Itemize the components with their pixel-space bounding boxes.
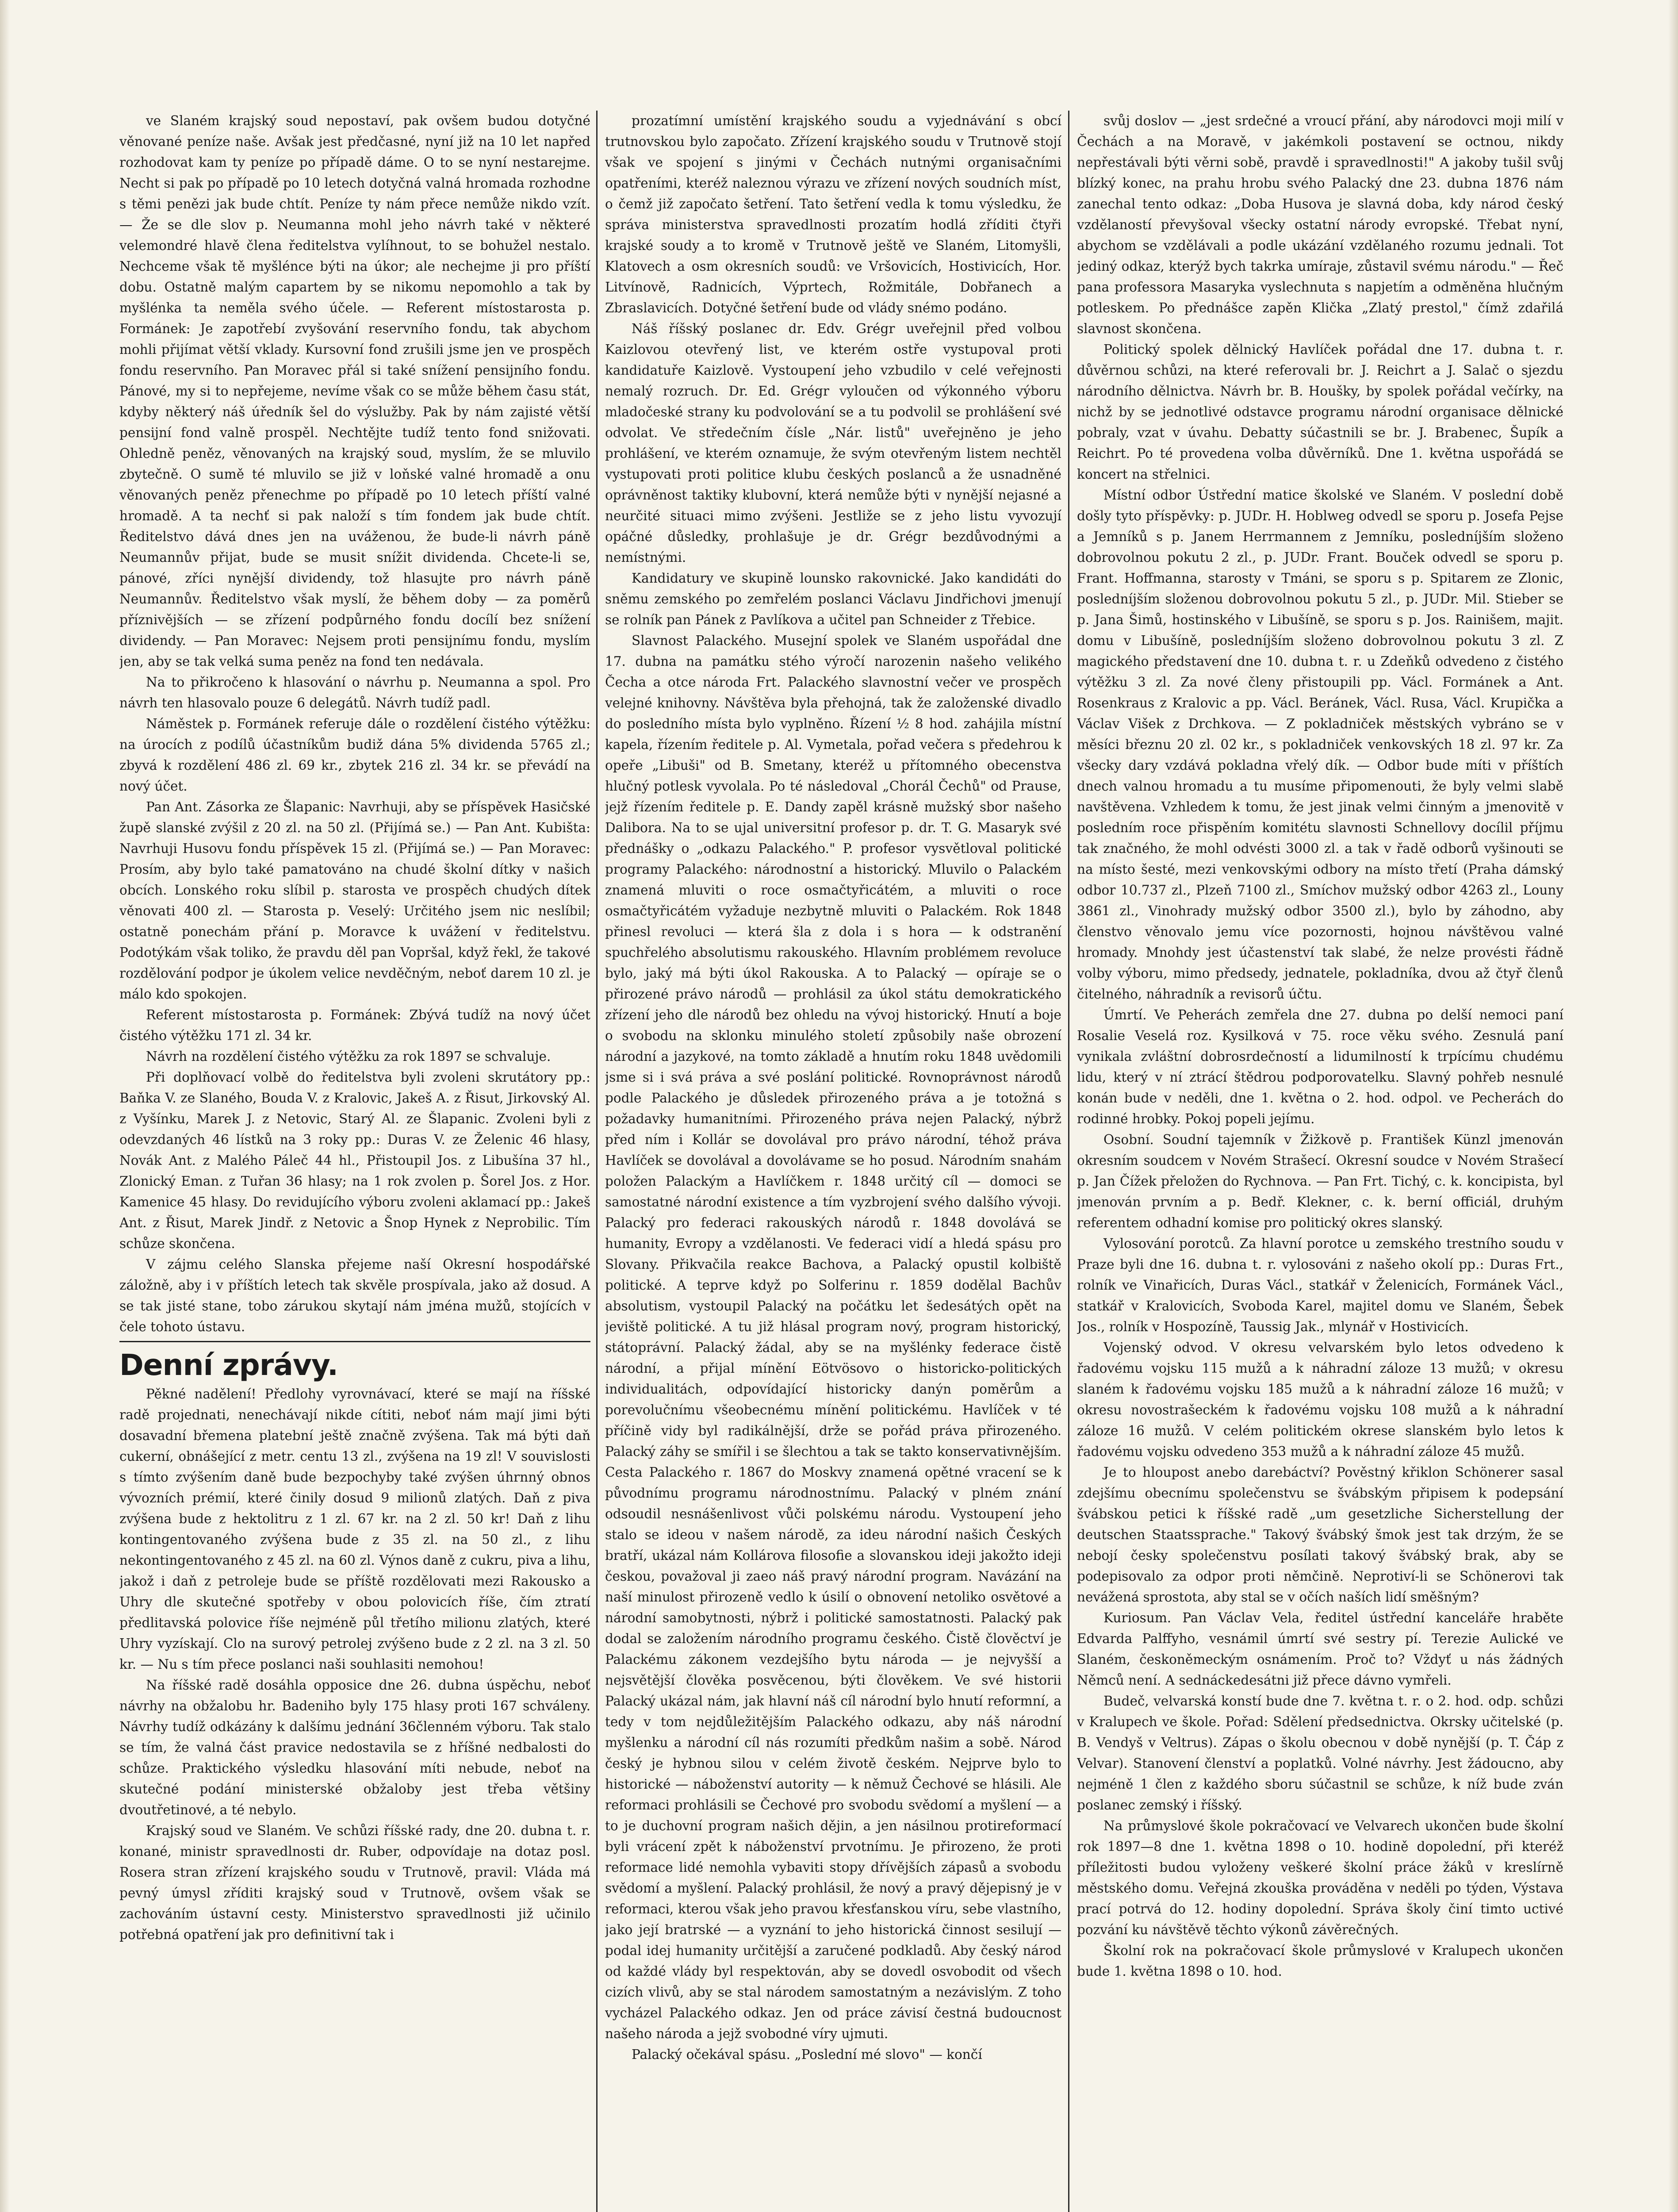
news-item: Pěkné nadělení! Předlohy vyrovnávací, které se mají na říšské radě projednati, nenechávají nikde cítiti, neboť nám mají jimi býti dosavadní břemena platební ještě značně zvýšena. Tak má býti daň cukerní, obnášející z metr. centu 13 zl., zvýšena na 19 zl! V souvislosti s tímto zvýšením daně bude bezpochyby také zvýšen úhrnný obnos vývozních prémií, které činily dosud 9 milionů zlatých. Daň z piva zvýšena bude z hektolitru z 1 zl. 67 kr. na 2 zl. 50 kr! Daň z lihu kontingentovaného zvýšena bude z 35 zl. na 50 zl., z lihu nekontingentovaného z 45 zl. na 60 zl. Výnos daně z cukru, piva a lihu, jakož i daň z petroleje bude se příště rozdělovati mezi Rakousko a Uhry dle skutečné spotřeby v obou polovicích říše, čím ztratí předlitavská polovice říše nejméně půl třetího milionu zlatých, které Uhry vyzískají. Clo na surový petrolej zvýšeno bude z 2 zl. na 3 zl. 50 kr. — Nu s tím přece poslanci naši souhlasiti nemohou! — [119, 1386, 590, 1672]
news-item: Na říšské radě dosáhla opposice dne 26. dubna úspěchu, neboť návrhy na obžalobu hr. Badeniho byly 175 hlasy proti 167 schváleny. Návrhy tudíž odkázány k dalšímu jednání 36členném výboru. Tak stalo se tím, že valná část pravice nedostavila se z hříšné nedbalosti do schůze. Praktického výsledku hlasování míti nebude, neboť na skutečné podání ministerské obžaloby jest třeba většiny dvoutřetinové, a té nebylo. — [119, 1678, 590, 1817]
news-item: Osobní. Soudní tajemník v Žižkově p. František Künzl jmenován okresním soudcem v Novém Strašecí. Okresní soudce v Novém Strašecí p. Jan Čížek přeložen do Rychnova. — Pan Frt. Tichý, c. k. koncipista, byl jmenován prvním a p. Bedř. Klekner, c. k. berní officiál, druhým referentem odhadní komise pro politický okres slanský. — [1077, 1132, 1563, 1230]
news-item: Na průmyslové škole pokračovací ve Velvarech ukončen bude školní rok 1897—8 dne 1. května 1898 o 10. hodině dopolední, při kteréž příležitosti budou vyloženy veškeré školní práce žáků v kreslírně městského domu. Veřejná zkouška prováděna v neděli po týden, Výstava prací potrvá do 12. hodiny dopolední. Správa školy činí timto uctivé pozvání ku návštěvě těchto výkonů závěrečných. — [1077, 1818, 1563, 1937]
news-item: Palacký očekával spásu. „Poslední mé slovo" — končí — [632, 2047, 982, 2062]
news-item: Školní rok na pokračovací škole průmyslové v Kralupech ukončen bude 1. května 1898 o 10. hod. — [1077, 1943, 1563, 1979]
column-2 — [605, 111, 1061, 2212]
column-1 — [119, 111, 590, 2212]
scan-edge-right — [1668, 0, 1678, 2212]
article-paragraph: ve Slaném krajský soud nepostaví, pak ovšem budou dotyčné věnované peníze naše. Avšak jest předčasné, nyní již na 10 let napřed rozhodovat kam ty peníze po případě dáme. O to se nyní nestarejme. Necht si pak po případě po 10 letech dotyčná valná hromada rozhodne s těmi penězi jak bude chtít. Peníze ty nám přece nemůže nikdo vzít. — Že se dle slov p. Neumanna mohl jeho návrh také v některé velemondré hlavě člena ředitelstva vylíhnout, to se bohužel nestalo. Nechceme však tě myšlénce býti na úkor; ale nechejme ji pro příští dobu. Ostatně malým capartem by se nikomu nepomohlo a tak by myšlénka ta neměla svého účele. — Referent místostarosta p. Formánek: Je zapotřebí zvyšování reservního fondu, tak abychom mohli přijímat větší vklady. Kursovní fond zrušili jsme jen ve prospěch fondu reservního. Pan Moravec přál si také snížení pensijního fondu. Pánové, my si to nepřejeme, nevíme však co se může během času stát, kdyby některý náš úředník šel do výslužby. Pak by nám zajisté větší pensijní fond valně prospěl. Nechtějte tudíž tento fond snižovati. Ohledně peněz, věnovaných na krajský soud, myslím, že se mluvilo zbytečně. O sumě té mluvilo se již v loňské valné hromadě a onu věnovaných peněz přenechme po případě po 10 letech příští valné hromadě. A ta nechť si pak naloží s tím fondem jak bude chtít. Ředitelstvo dává dnes jen na uváženou, že bude-li návrh páně Neumannův přijat, bude se musit snížit dividenda. Chcete-li se, pánové, zříci nynější dividendy, tož hlasujte pro návrh páně Neumannův. Ředitelstvo však myslí, že během doby — za poměrů příznivějších — se zřízení podpůrného fondu docílí bez snížení dividendy. — Pan Moravec: Nejsem proti pensijnímu fondu, myslím jen, aby se tak velká suma peněz na fond ten nedávala. — [119, 113, 590, 669]
news-item: Je to hloupost anebo darebáctví? Pověstný křiklon Schönerer sasal zdejšímu obecnímu společenstvu se švábským připisem k podepsání švábskou petici k říšské radě „um gesetzliche Sicherstellung der deutschen Staatssprache." Takový švábský šmok jest tak drzým, že se nebojí česky společenstvu posílati takový švábský brak, aby se podepisovalo za odpor proti němčině. Neprotiví-li se Schönerovi tak nevážená sprostota, aby stal se v očích naších lidí směšným? — [1077, 1465, 1563, 1605]
article-paragraph: Pan Ant. Zásorka ze Šlapanic: Navrhuji, aby se příspěvek Hasičské župě slanské zvýšil z 20 zl. na 50 zl. (Přijímá se.) — Pan Ant. Kubišta: Navrhuji Husovu fondu příspěvek 15 zl. (Přijímá se.) — Pan Moravec: Prosím, aby bylo také pamatováno na chudé školní dítky v našich obcích. Lonského roku slíbil p. starosta ve prospěch chudých dítek věnovati 400 zl. — Starosta p. Veselý: Určitého jsem nic neslíbil; ostatně ponechám přání p. Moravce k uvážení v ředitelstvu. Podotýkám však toliko, že pravdu děl pan Vopršal, když řekl, že takové rozdělování podpor je úkolem velice nevděčným, neboť darem 10 zl. je málo kdo spokojen. — [119, 799, 590, 1002]
news-item: svůj doslov — „jest srdečné a vroucí přání, aby národovci moji milí v Čechách a na Moravě, v jakémkoli postavení se octnou, nikdy nepřestávali býti věrni sobě, pravdě i spravedlnosti!" A jakoby tušil svůj blízký konec, na prahu hrobu svého Palacký dne 23. dubna 1876 nám zanechal tento odkaz: „Doba Husova je slavná doba, kdy národ český vzdělaností převyšoval všecky ostatní národy evropské. Třebat nyní, abychom se vzdělávali a podle ukázání vzdělaného rozumu jednali. Tot jediný odkaz, kterýž bych takrka umíraje, zůstavil svému národu." — Řeč pana professora Masaryka vyslechnuta s napjetím a odměněna hlučným potleskem. Po přednášce zapěn Klička „Zlatý prestol," čímž zdařilá slavnost skončena. — [1077, 113, 1563, 336]
column-3 — [1077, 111, 1563, 2212]
news-item: Vylosování porotců. Za hlavní porotce u zemského trestního soudu v Praze byli dne 16. dubna t. r. vylosováni z našeho okolí pp.: Duras Frt., rolník ve Vinařicích, Duras Václ., statkář v Želenicích, Formánek Václ., statkář v Kralovicích, Svoboda Karel, majitel domu ve Slaném, Šebek Jos., rolník v Hospozíně, Taussig Jak., mlynář v Hostivicích. — [1077, 1236, 1563, 1334]
section-rule — [119, 1341, 590, 1342]
column-divider — [1068, 111, 1069, 2212]
news-item: Kandidatury ve skupině lounsko rakovnické. Jako kandidáti do sněmu zemského po zemřelém poslanci Václavu Jindřichovi jmenují se rolník pan Pánek z Pavlíkova a učitel pan Schneider z Třebice. — [605, 571, 1061, 627]
news-item: Krajský soud ve Slaném. Ve schůzi říšské rady, dne 20. dubna t. r. konané, ministr spravedlnosti dr. Ruber, odpovídaje na dotaz posl. Rosera stran zřízení krajského soudu v Trutnově, pravil: Vláda má pevný úmysl zříditi krajský soud v Trutnově, ovšem však se zachováním ústavní cesty. Ministerstvo spravedlnosti již učinilo potřebná opatření jak pro definitivní tak i — [119, 1823, 590, 1942]
news-item: Úmrtí. Ve Peherách zemřela dne 27. dubna po delší nemoci paní Rosalie Veselá roz. Kysilková v 75. roce věku svého. Zesnulá paní vynikala zvláštní dobrosrdečností a lidumilností k trpícímu chudému lidu, který v ní ztrácí štědrou podporovatelku. Slavný pohřeb nesnulé konán bude v neděli, dne 1. května o 2. hod. odpol. ve Pecherách do rodinné hrobky. Pokoj popeli jejímu. — [1077, 1007, 1563, 1126]
news-item: Slavnost Palackého. Musejní spolek ve Slaném uspořádal dne 17. dubna na památku stého výročí narozenin našeho velikého Čecha a otce národa Frt. Palackého slavnostní večer ve prospěch velejné knihovny. Návštěva byla přehojná, tak že založenské divadlo do posledního místa bylo vyplněno. Řízení ½ 8 hod. zahájila místní kapela, řízením ředitele p. Al. Vymetala, pořad večera s předehrou k opeře „Libuši" od B. Smetany, kteréž u přítomného obecenstva hlučný potlesk vyvolala. Po té následoval „Chorál Čechů" od Prause, jejž řízením ředitele p. E. Dandy zapěl krásně mužský sbor našeho Dalibora. Na to se ujal universitní profesor p. dr. T. G. Masaryk své přednášky o „odkazu Palackého." P. profesor vysvětloval politické programy Palackého: národnostní a historický. Mluvilo o Palackém znamená mluviti o roce osmačtyřicátém, a mluviti o roce osmačtyřicátém vyžaduje nezbytně mluviti o Palackém. Rok 1848 přinesl revoluci — která šla z dola i s hora — k odstranění spuchřelého absolutismu rakouského. Hlavním problémem revoluce bylo, jaký má býti úkol Rakouska. A to Palacký — opíraje se o přirozené právo národů — prohlásil za úkol státu demokratického zřízení jeho dle národů bez ohledu na vývoj historický. Hnutí a boje o svobodu na sklonku minulého století způsobily naše obrození národní a jazykové, na tomto základě a hnutím roku 1848 uvědomili jsme si i svá práva a své poslání politické. Rovnoprávnost národů podle Palackého je důsledek přirozeného práva a je totožná s požadavky humanitními. Přirozeného práva nejen Palacký, nýbrž před ním i Kollár se dovolával pro právo národní, téhož práva Havlíček se dovolával a dovolávame se ho posud. Národním snahám položen Palackým a Havlíčkem r. 1848 určitý cíl — domoci se samostatné národní existence a tím vyzbrojení svého dalšího vývoji. Palacký pro federaci rakouských národů r. 1848 dovolává se humanity, Evropy a vzdělanosti. Ve federaci vidí a hledá spásu pro Slovany. Přikvačila reakce Bachova, a Palacký opustil kolbiště politické. A teprve když po Solferinu r. 1859 dodělal Bachův absolutism, vystoupil Palacký na počátku let šedesátých opět na jeviště politické. A tu již hlásal program nový, program historický, státoprávní. Palacký žádal, aby se na myšlénky federace čistě národní, a přijal mínění Eötvösovo o historicko-politických individualitách, odpovídající historicky danýn poměrům a porevolučnímu všeobecnému mínění politickému. Havlíček v té příčině vidy byl radikálnější, drže se pořád práva přirozeného. Palacký záhy se smířil i se šlechtou a tak se takto konservativnějším. Cesta Palackého r. 1867 do Moskvy znamená opětné vracení se k původnímu programu národnostnímu. Palacký v plném znání odsoudil nesnášenlivost vůči polskému národu. Vystoupení jeho stalo se ideou v našem národě, za ideu národní našich Českých bratří, ukázal nám Kollárova filosofie a slovanskou ideji jakožto ideji českou, považoval ji zaeo náš pravý národní program. Navázání na naší minulost přirozeně vedlo k úsilí o obnovení netoliko osvětové a národní samobytnosti, nýbrž i politické samostatnosti. Palacký pak dodal se založením národního programu českého. Čistě člověctví je Palackému zákonem vezdejšího bytu národa — je nejvyšší a nejsvětější člověka posvěcenou, býti člověkem. Ve své historii Palacký ukázal nám, jak hlavní náš cíl národní bylo hnutí reformní, a tedy v tom nejdůležitějším Palackého odkazu, aby náš národní myšlenku a národní cíl nás rozumíti předkům našim a sobě. Národ český je hybnou silou v celém životě českém. Nejprve bylo to historické — náboženství autority — k němuž Čechové se hlásili. Ale reformaci prohlásili se Čechové pro svobodu svědomí a myšlení — a to je duchovní program našich dějin, a jen násilnou protireformací byli vrácení zpět k náboženství prvotnímu. Je přirozeno, že proti reformace lidé nemohla vybaviti stopy dřívějších zápasů a svobodu svědomí a myšlení. Palacký prohlásil, že nový a pravý dějepisný je v reformaci, kterou však jeho pravou křesťanskou víru, sebe vlastního, jako její bratrské — a vyznání to jeho historická činnost sesilují — podal idej humanity určitější a zaručené podkladů. Aby český národ od každé vlády byl respektován, aby se dovedl osvobodit od všech cizích vlivů, aby se stal národem samostatným a nezávislým. Z toho vycházel Palackého odkaz. Jen od práce závisí čestná budoucnost našeho národa a jejž svobodné víry ujmuti. — [605, 633, 1061, 2041]
column-divider — [596, 111, 598, 2212]
news-item: Vojenský odvod. V okresu velvarském bylo letos odvedeno k řadovému vojsku 115 mužů a k náhradní záloze 13 mužů; v okresu slaném k řadovému vojsku 185 mužů a k náhradní záloze 16 mužů; v okresu novostrašeckém k řadovému vojsku 108 mužů a k náhradní záloze 16 mužů. V celém politickém okrese slanském bylo letos k řadovému vojsku odvedeno 353 mužů a k náhradní záloze 45 mužů. — [1077, 1340, 1563, 1459]
news-item: Kuriosum. Pan Václav Vela, ředitel ústřední kanceláře hraběte Edvarda Palffyho, vesnámil úmrtí své sestry pí. Terezie Aulické ve Slaném, českoněmeckým osnámením. Proč to? Vždyť u nás žádných Němců není. A sednáckedesátni již přece dávno vymřeli. — [1077, 1610, 1563, 1688]
article-paragraph: Referent místostarosta p. Formánek: Zbývá tudíž na nový účet čistého výtěžku 171 zl. 34 kr. — [119, 1007, 590, 1043]
section-title: Denní zprávy. — [119, 1348, 338, 1382]
news-item: prozatímní umístění krajského soudu a vyjednávání s obcí trutnovskou bylo započato. Zřízení krajského soudu v Trutnově stojí však ve spojení s jinými v Čechách nutnými organisačními opatřeními, kteréž naleznou výrazu ve zřízení nových soudních míst, o čemž již započato šetření. Tato šetření vedla k tomu výsledku, že správa ministerstva spravedlnosti prozatím hodlá zříditi čtyři krajské soudy a to kromě v Trutnově ještě ve Slaném, Litomyšli, Klatovech a osm okresních soudů: ve Vršovicích, Hostivicích, Hor. Litvínově, Radnicích, Výprtech, Rožmitále, Dobřanech a Zbraslavicích. Dotyčné šetření bude od vlády snémo podáno. — [605, 113, 1061, 315]
news-item: Budeč, velvarská konstí bude dne 7. května t. r. o 2. hod. odp. schůzi v Kralupech ve škole. Pořad: Sdělení předsednictva. Okrsky učitelské (p. B. Vendyš v Veltrus). Zápas o školu obecnou v době nynější (p. T. Čáp z Velvar). Stanovení členství a poplatků. Volné návrhy. Jest žádoucno, aby nejméně 1 člen z každého sboru súčastnil se schůze, k níž bude zván poslanec zemský i říšský. — [1077, 1694, 1563, 1813]
article-paragraph: V zájmu celého Slanska přejeme naší Okresní hospodářské záložně, aby i v příštích letech tak skvěle prospívala, jako až dosud. A se tak jisté stane, tobo zárukou skytají nám jména mužů, stojících v čele tohoto ústavu. — [119, 1257, 590, 1334]
article-paragraph: Na to přikročeno k hlasování o návrhu p. Neumanna a spol. Pro návrh ten hlasovalo pouze 6 delegátů. Návrh tudíž padl. — [119, 675, 590, 710]
scan-edge-left — [0, 0, 10, 2212]
news-item: Politický spolek dělnický Havlíček pořádal dne 17. dubna t. r. důvěrnou schůzi, na které referovali br. J. Reichrt a J. Salač o sjezdu národního dělnictva. Návrh br. B. Houšky, by spolek pořádal večírky, na nichž by se jednotlivé odstavce programu národní organisace dělnické pobraly, vzat v úvahu. Debatty súčastnili se br. J. Brabenec, Šupík a Reichrt. Po té provedena volba důvěrníků. Dne 1. května uspořádá se koncert na střelnici. — [1077, 342, 1563, 482]
news-item: Místní odbor Ústřední matice školské ve Slaném. V poslední době došly tyto příspěvky: p. JUDr. H. Hoblweg odvedl se sporu p. Josefa Pejse a Jemníků s p. Janem Herrmannem z Jemníku, posledníjším složeno dobrovolnou pokutu 2 zl., p. JUDr. Frant. Bouček odvedl se sporu p. Frant. Hoffmanna, starosty v Tmáni, se sporu s p. Spitarem ze Zlonic, posledníjším složenou dobrovolnou pokutu 5 zl., p. JUDr. Mil. Stieber se p. Jana Šimů, hostinského v Libušíně, se sporu s p. Jos. Rainišem, majit. domu v Libušíně, posledníjším složeno dobrovolnou pokutu 3 zl. Z magického představení dne 10. dubna t. r. u Zdeňků odvedeno z čistého výtěžku 3 zl. Za nové členy přistoupili pp. Václ. Formánek a Ant. Rosenkraus z Kralovic a pp. Václ. Beránek, Václ. Rusa, Václ. Krupička a Václav Višek z Drchkova. — Z pokladniček městských vybráno se v měsíci březnu 20 zl. 02 kr., s pokladniček venkovských 18 zl. 97 kr. Za všecky dary vzdává pokladna vřelý dík. — Odbor bude míti v příštích dnech valnou hromadu a tu musíme připomenouti, že byly velmi slabě navštěvena. Vzhledem k tomu, že jest jinak velmi činným a jmenovitě v posledním roce přispěním komitétu slavnosti Schnellovy docílil příjmu tak značného, že mohl odvésti 3000 zl. a tak v řadě odborů vyšinouti se na místo šesté, mezi venkovskými odbory na místo třetí (Praha dámský odbor 10.737 zl., Plzeň 7100 zl., Smíchov mužský odbor 4263 zl., Louny 3861 zl., Vinohrady mužský odbor 3500 zl.), bylo by záhodno, aby členstvo věnovalo jemu více pozornosti, hojnou návštěvou valné hromady. Mnohdy jest účastenství tak slabé, že nelze provésti řádně volby výboru, mimo předsedy, jednatele, pokladníka, dvou až čtyř členů čitelného, náhradník a revisorů účtu. — [1077, 488, 1563, 1002]
article-paragraph: Návrh na rozdělení čistého výtěžku za rok 1897 se schvaluje. — [146, 1049, 551, 1064]
article-paragraph: Náměstek p. Formánek referuje dále o rozdělení čistého výtěžku: na úrocích z podílů účastníkům budiž dána 5% dividenda 5765 zl.; zbyvá k rozdělení 486 zl. 69 kr., zbytek 216 zl. 34 kr. se převádí na nový účet. — [119, 716, 590, 794]
article-paragraph: Při doplňovací volbě do ředitelstva byli zvoleni skrutátory pp.: Baňka V. ze Slaného, Bouda V. z Kralovic, Jakeš A. z Řisut, Jirkovský Al. z Vyšínku, Marek J. z Netovic, Starý Al. ze Šlapanic. Zvoleni byli z odevzdaných 46 lístků na 3 roky pp.: Duras V. ze Želenic 46 hlasy, Novák Ant. z Malého Páleč 44 hl., Přistoupil Jos. z Libušína 37 hl., Zlonický Eman. z Tuřan 36 hlasy; na 1 rok zvolen p. Šorel Jos. z Hor. Kamenice 45 hlasy. Do revidujícího výboru zvoleni aklamací pp.: Jakeš Ant. z Řisut, Marek Jindř. z Netovic a Šnop Hynek z Neprobilic. Tím schůze skončena. — [119, 1070, 590, 1251]
news-item: Náš říšský poslanec dr. Edv. Grégr uveřejnil před volbou Kaizlovou otevřený list, ve kterém ostře vystupoval proti kandidatuře Kaizlově. Vystoupení jeho vzbudilo v celé veřejnosti nemalý rozruch. Dr. Ed. Grégr vyloučen od výkonného výboru mladočeské strany ku podvolování se a tu podvolil se prohlášení své odvolat. Ve středečním čísle „Nár. listů" uveřejněno je jeho prohlášení, ve kterém oznamuje, že svým otevřeným listem nechtěl vystupovati proti politice klubu českých poslanců a že usnadněné oprávněnost taktiky klubovní, která nemůže býti v nynější nejasné a neurčité situaci mimo zvýšeni. Jestliže se z jeho listu vyvozují opáčné důsledky, prohlašuje je dr. Grégr bezdůvodnými a nemístnými. — [605, 321, 1061, 565]
